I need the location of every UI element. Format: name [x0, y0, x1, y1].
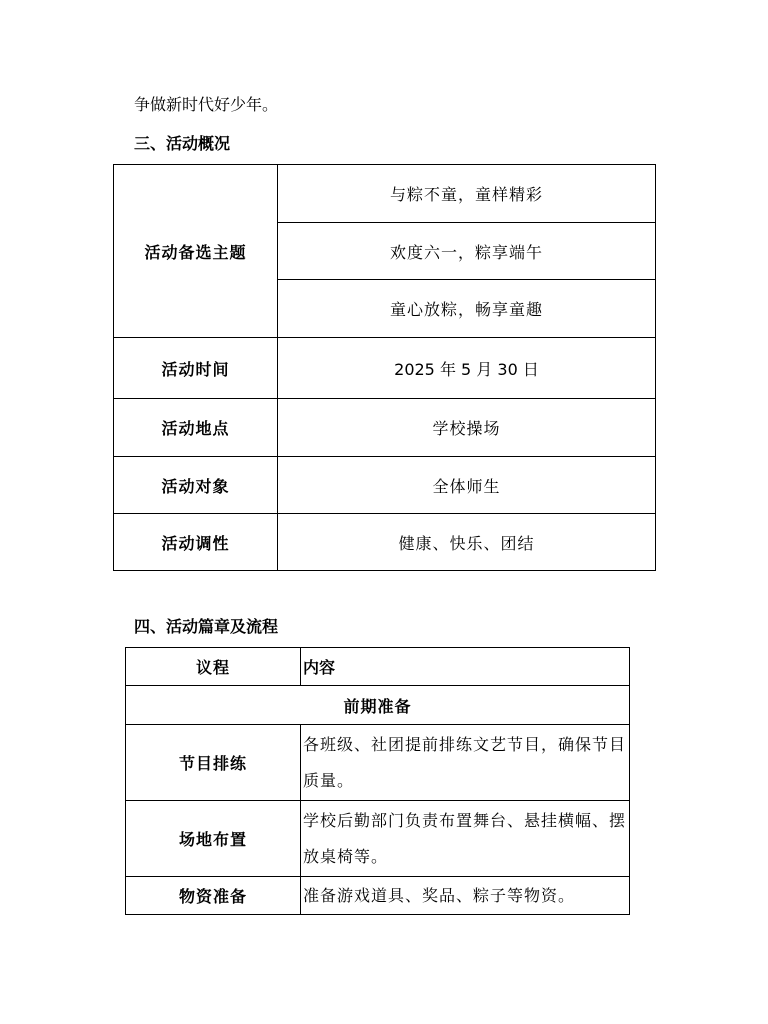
activity-flow-table — [125, 647, 630, 915]
content-cell: 学校后勤部门负责布置舞台、悬挂横幅、摆放桌椅等。 — [301, 801, 630, 877]
table-row — [114, 165, 656, 223]
time-label-cell: 活动时间 — [114, 338, 278, 399]
content-cell: 各班级、社团提前排练文艺节目，确保节目质量。 — [301, 725, 630, 801]
table-row — [126, 725, 630, 801]
table-row — [126, 877, 630, 915]
time-value-cell: 2025 年 5 月 30 日 — [278, 338, 656, 399]
audience-label-cell: 活动对象 — [114, 457, 278, 514]
theme-option-cell: 童心放粽，畅享童趣 — [278, 280, 656, 338]
audience-value-cell: 全体师生 — [278, 457, 656, 514]
section-4-heading: 四、活动篇章及流程 — [134, 617, 279, 636]
content-column-header: 内容 — [301, 648, 630, 686]
table-row — [114, 457, 656, 514]
table-row — [114, 338, 656, 399]
themes-label-cell: 活动备选主题 — [114, 165, 278, 338]
phase-title-cell: 前期准备 — [126, 686, 630, 725]
table-header-row — [126, 648, 630, 686]
table-row — [114, 514, 656, 571]
agenda-cell: 物资准备 — [126, 877, 301, 915]
tone-value-cell: 健康、快乐、团结 — [278, 514, 656, 571]
table-row — [114, 399, 656, 457]
location-label-cell: 活动地点 — [114, 399, 278, 457]
content-cell: 准备游戏道具、奖品、粽子等物资。 — [301, 877, 630, 915]
theme-option-cell: 与粽不童，童样精彩 — [278, 165, 656, 223]
phase-row — [126, 686, 630, 725]
section-3-heading: 三、活动概况 — [134, 134, 231, 153]
tone-label-cell: 活动调性 — [114, 514, 278, 571]
table-row — [126, 801, 630, 877]
agenda-cell: 场地布置 — [126, 801, 301, 877]
intro-text-line: 争做新时代好少年。 — [134, 95, 279, 114]
agenda-column-header: 议程 — [126, 648, 301, 686]
theme-option-cell: 欢度六一，粽享端午 — [278, 223, 656, 280]
activity-overview-table — [113, 164, 656, 571]
agenda-cell: 节目排练 — [126, 725, 301, 801]
location-value-cell: 学校操场 — [278, 399, 656, 457]
